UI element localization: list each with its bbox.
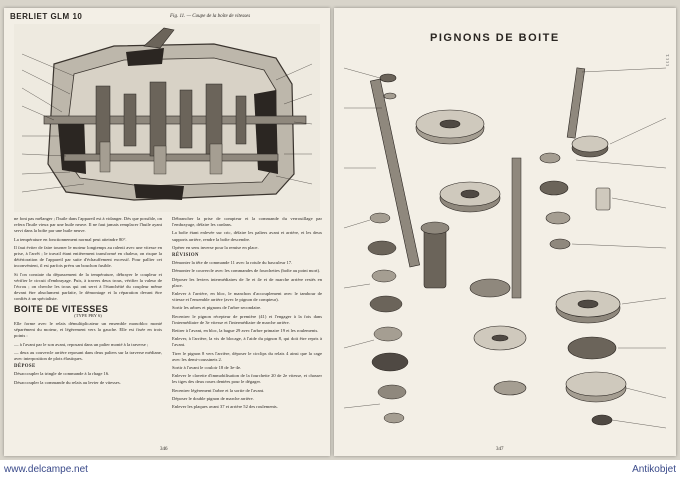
page-number-left: 346 bbox=[160, 447, 168, 452]
paragraph: Sortir à l'avant le couloir 18 de 3e-4e. bbox=[172, 365, 242, 371]
left-page bbox=[4, 8, 330, 456]
gearbox-cross-section-illustration bbox=[14, 24, 320, 212]
paragraph: Démonter le couvercle avec les commandes de fourchettes (boîte au point mort). bbox=[172, 268, 321, 274]
footer-bar bbox=[0, 460, 680, 481]
page-number-right: 347 bbox=[496, 447, 504, 452]
depose-heading: DÉPOSE bbox=[14, 364, 36, 370]
paragraph: Enlever les plaques avant 37 et arrière 52 des roulements. bbox=[172, 404, 278, 410]
paragraph: ne font pas mélanger ; l'huile dans l'appareil est à vidanger. Dès que possible, on refera l'huile vieux par une huile neuve. Il ne faut jamais remplacer l'huile ayant servi dans la boîte par une huile neuve. bbox=[14, 216, 162, 234]
footer-seller-name: Antikobjet bbox=[632, 464, 676, 475]
paragraph: Désaccoupler la commande du relais au levier de vitesses. bbox=[14, 379, 121, 385]
footer-site-link[interactable]: www.delcampe.net bbox=[4, 464, 88, 475]
text-column-left bbox=[14, 216, 162, 388]
paragraph: Sortir les arbres et pignons de l'arbre secondaire. bbox=[172, 305, 262, 311]
revision-heading: RÉVISION bbox=[172, 253, 199, 259]
section-title: BOITE DE VITESSES bbox=[14, 303, 109, 314]
paragraph: Recentrer le pignon récepteur de première (41) et l'engager à la fois dans l'intermédiaire de 3e vitesse et l'intermédiaire de marche arrière. bbox=[172, 313, 322, 325]
paragraph: Elle forme avec le relais démultiplicateur un ensemble monobloc monté séparément du moteur, et légèrement vers la gauche. Elle est fixée en trois points : bbox=[14, 321, 162, 339]
page-title: PIGNONS DE BOITE bbox=[430, 32, 560, 44]
section-subtitle: (TYPE PRY 6) bbox=[74, 312, 102, 318]
paragraph: Recentrer légèrement l'arbre et la sortie de l'avant. bbox=[172, 387, 265, 393]
paragraph: Enlever à l'arrière, en bloc, le manchon d'accouplement avec le tambour de vitesse et l'ensemble arrière (avec le pignon de compteur). bbox=[172, 291, 322, 303]
corner-code: T. 3 3 3 bbox=[665, 54, 670, 67]
paragraph: — à l'avant par le son avant, reposant dans un palier monté à la traverse ; bbox=[14, 341, 149, 347]
running-head: BERLIET GLM 10 bbox=[10, 12, 83, 21]
paragraph: Si l'on constate du dépassement de la température, débrayer le coupleur et vérifier le circuit d'embrayage. Puis, à travers deux trous, vérifier la valeur de l'écrou ; on cherche les trous qui ont servi à l'étanchéité du coupleur même devant être absolument parfaite, le démontage et la réparation devant être confiés à un spécialiste. bbox=[14, 271, 162, 302]
right-page bbox=[334, 8, 676, 456]
paragraph: La boîte étant enlevée sur cric, défaire les paliers avant et arrière, et les deux supports arrière, rendre la boîte descendre. bbox=[172, 230, 322, 242]
exploded-gears-illustration bbox=[340, 48, 670, 440]
paragraph: Tirer le pignon 8 vers l'arrière, déposer le circlips du relais 4 ainsi que la cage avec les demi-coussinets 2. bbox=[172, 350, 322, 362]
paragraph: La température en fonctionnement normal peut atteindre 80°. bbox=[14, 236, 127, 242]
paragraph: Débrancher la prise de compteur et la commande du verrouillage par l'embrayage, défaire les cardans. bbox=[172, 216, 322, 228]
paragraph: Enlever le clavette d'immobilisation de la fourchette 20 de 2e vitesse, et chasser les tiges des deux roues dentées pour le dégager. bbox=[172, 373, 322, 385]
paragraph: Retirer à l'avant, en bloc, la bague 29 avec l'arbre primaire 19 et les roulements. bbox=[172, 328, 319, 334]
paragraph: Désaccoupler la tringle de commande à la rhage 16. bbox=[14, 371, 110, 377]
text-column-right bbox=[172, 216, 322, 412]
figure-caption: Fig. 11. — Coupe de la boîte de vitesses bbox=[170, 14, 251, 19]
paragraph: Il faut éviter de faire tourner le moteur longtemps au ralenti avec une vitesse en prise, à l'arrêt ; le travail étant entièrement transformé en chaleur, on risque la détérioration de l'appareil par suite d'échauffement excessif. Pour pallier cet inconvénient, il est parfois prévu un bouchon fusible. bbox=[14, 244, 162, 269]
paragraph: Déposer le double pignon de marche arrière. bbox=[172, 395, 254, 401]
paragraph: Déposer les leviers intermédiaires de 3e et 4e et de marche arrière restés en place. bbox=[172, 276, 322, 288]
paragraph: Enlever, à l'arrière, la vis de blocage, à l'aide du pignon 8, qui doit être repris à l'avant. bbox=[172, 336, 322, 348]
paragraph: Démonter la tête de commande 11 avec la rotule du basculeur 17. bbox=[172, 260, 293, 266]
paragraph: Opérer en sens inverse pour la remise en place. bbox=[172, 244, 259, 250]
paragraph: — deux au couvercle arrière reposant dans deux paliers sur la traverse médiane, avec interposition de plots élastiques. bbox=[14, 349, 162, 362]
